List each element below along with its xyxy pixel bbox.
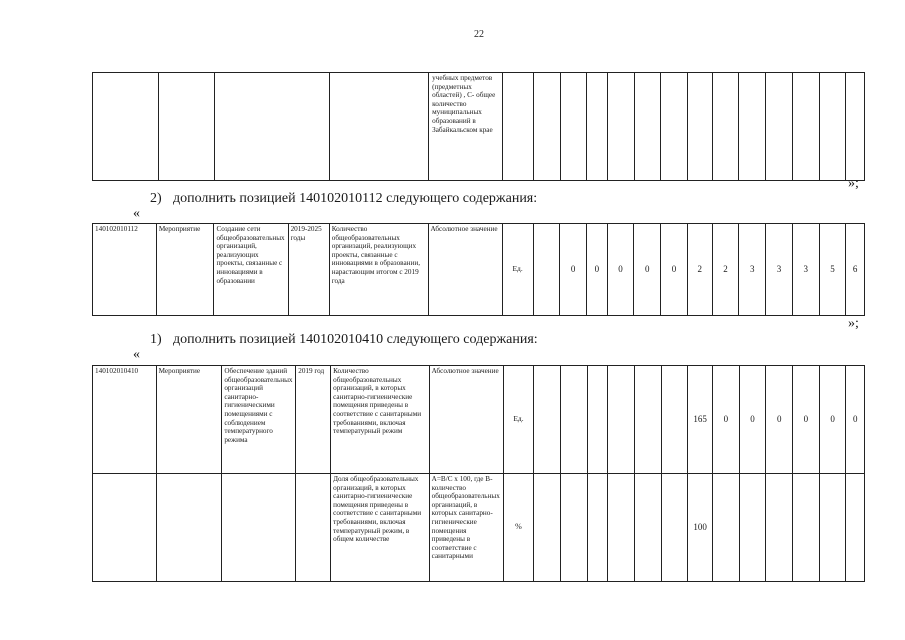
code-cell: 140102010112 [93,224,157,316]
indicator-cell: учебных предметов (предметных областей) , С- общее количество муниципальных образований в Забайкальском крае [429,73,503,181]
value-cell [739,474,766,582]
value-cell [661,366,688,474]
indicator-cell: Доля общеобразовательных организаций, в которых санитарно-гигиенические помещения приведены в соответствие с санитарными требованиями, включая температурный режим, в общем количестве [331,474,430,582]
method-cell: A=B/C x 100, где B- количество общеобразовательных организаций, в которых санитарно-гигиенические помещения приведены в соответствие с санитарными [429,474,503,582]
cell [158,73,215,181]
cell [93,474,157,582]
unit-cell: Ед. [502,224,533,316]
name-cell: Создание сети общеобразовательных организаций, реализующих проекты, связанные с инновациями в образовании [214,224,288,316]
value-cell: 165 [688,366,713,474]
value-cell [712,474,739,582]
table-continuation [92,72,865,181]
value-cell: 0 [661,224,688,316]
value-cell [634,474,661,582]
value-cell: 0 [607,224,634,316]
cell [330,73,429,181]
value-cell [561,474,588,582]
type-cell: Мероприятие [156,366,222,474]
cell [634,73,661,181]
opening-quote: « [133,347,140,362]
value-cell: 3 [792,224,819,316]
opening-quote: « [133,206,140,221]
table-position-140102010410 [92,365,865,582]
section-b-heading: дополнить позицией 140102010410 следующего содержания: [173,332,538,347]
cell [688,73,713,181]
cell [661,73,688,181]
name-cell: Обеспечение зданий общеобразовательных организаций санитарно-гигиеническими помещениями с соблюдением температурного режима [222,366,296,474]
value-cell: 2 [712,224,739,316]
value-cell: 3 [766,224,793,316]
cell [846,73,865,181]
value-cell: 0 [634,224,661,316]
value-cell: 0 [739,366,766,474]
value-cell [819,474,846,582]
table-position-140102010112 [92,223,865,316]
cell [607,73,634,181]
value-cell [608,366,635,474]
section-a-heading: дополнить позицией 140102010112 следующего содержания: [173,191,538,206]
cell [712,73,739,181]
unit-cell: Ед. [503,366,534,474]
value-cell [534,474,561,582]
value-cell [587,366,608,474]
cell [792,73,819,181]
value-cell: 6 [846,224,865,316]
value-cell [561,366,588,474]
cell [587,73,608,181]
value-cell: 2 [687,224,712,316]
section-b-number: 1) [150,332,162,347]
value-cell: 5 [819,224,846,316]
section-a-number: 2) [150,191,162,206]
method-cell: Абсолютное значение [428,224,502,316]
cell [819,73,846,181]
cell [766,73,793,181]
value-cell [634,366,661,474]
cell [560,73,587,181]
cell [156,474,222,582]
value-cell: 100 [688,474,713,582]
indicator-cell: Количество общеобразовательных организаций, реализующих проекты, связанные с инновациями в образовании, нарастающим итогом с 2019 года [329,224,428,316]
value-cell: 0 [846,366,865,474]
value-cell [587,474,608,582]
years-cell: 2019-2025 годы [288,224,329,316]
value-cell: 3 [739,224,766,316]
value-cell [793,474,820,582]
cell [533,73,560,181]
cell [503,73,534,181]
value-cell: 0 [712,366,739,474]
value-cell [534,366,561,474]
cell [739,73,766,181]
unit-cell: % [503,474,534,582]
years-cell: 2019 год [296,366,331,474]
closing-quote: »; [848,176,859,191]
value-cell [661,474,688,582]
value-cell: 0 [560,224,587,316]
code-cell: 140102010410 [93,366,157,474]
value-cell [533,224,560,316]
value-cell [766,474,793,582]
value-cell: 0 [766,366,793,474]
value-cell: 0 [819,366,846,474]
cell [93,73,159,181]
cell [222,474,296,582]
closing-quote: »; [848,316,859,331]
value-cell [608,474,635,582]
method-cell: Абсолютное значение [429,366,503,474]
cell [215,73,330,181]
cell [296,474,331,582]
indicator-cell: Количество общеобразовательных организаций, в которых санитарно-гигиенические помещения приведены в соответствие с санитарными требованиями, включая температурный режим [331,366,430,474]
value-cell: 0 [793,366,820,474]
page-number: 22 [474,29,484,40]
value-cell: 0 [587,224,608,316]
type-cell: Мероприятие [156,224,214,316]
value-cell [846,474,865,582]
